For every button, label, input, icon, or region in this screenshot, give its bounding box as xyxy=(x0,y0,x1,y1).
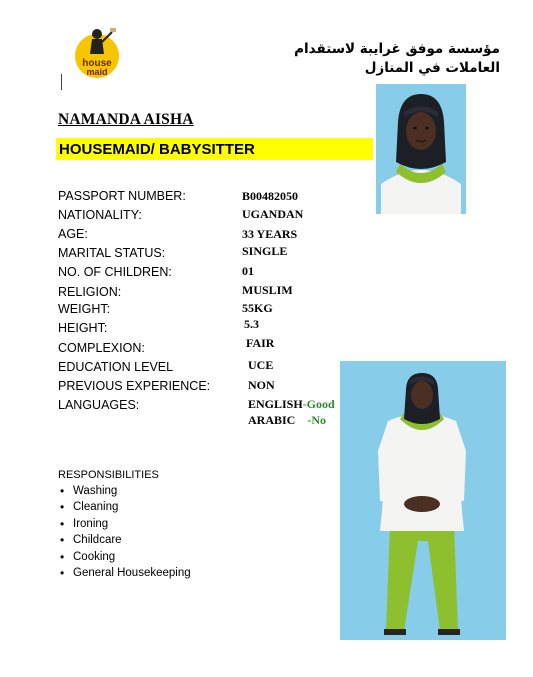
value-marital-status: SINGLE xyxy=(242,244,288,258)
value-passport-number: B00482050 xyxy=(242,189,299,203)
language-name: ENGLISH xyxy=(248,397,303,411)
list-item: • Cleaning xyxy=(58,501,191,517)
list-item: • General Housekeeping xyxy=(58,567,191,583)
list-item: • Cooking xyxy=(58,551,191,567)
label-weight: WEIGHT: xyxy=(58,302,111,316)
language-level: -Good xyxy=(302,397,335,411)
company-logo xyxy=(72,22,122,80)
value-education: UCE xyxy=(248,358,274,372)
label-languages: LANGUAGES: xyxy=(58,398,140,412)
value-height: 5.3 xyxy=(244,317,259,331)
label-marital-status: MARITAL STATUS: xyxy=(58,246,166,260)
logo-text-maid: maid xyxy=(86,67,108,77)
value-nationality: UGANDAN xyxy=(242,207,304,221)
label-age: AGE: xyxy=(58,227,88,241)
label-nationality: NATIONALITY: xyxy=(58,208,142,222)
logo-text-house: house xyxy=(82,58,112,69)
candidate-position: HOUSEMAID/ BABYSITTER xyxy=(59,141,255,158)
label-religion: RELIGION: xyxy=(58,285,122,299)
language-arabic xyxy=(248,413,326,428)
value-religion: MUSLIM xyxy=(242,283,293,297)
label-height: HEIGHT: xyxy=(58,321,108,335)
responsibilities-list xyxy=(58,485,191,583)
agency-title-arabic: مؤسسة موفق غرايبة لاستقدام العاملات في المنازل xyxy=(294,41,500,76)
value-children: 01 xyxy=(242,264,254,278)
value-complexion: FAIR xyxy=(246,336,275,350)
label-passport-number: PASSPORT NUMBER: xyxy=(58,189,186,203)
language-level: -No xyxy=(307,413,327,427)
candidate-name: NAMANDA AISHA xyxy=(58,111,194,128)
divider xyxy=(61,74,62,90)
full-body-photo xyxy=(340,361,506,640)
portrait-photo xyxy=(376,84,466,214)
list-item: • Washing xyxy=(58,485,191,501)
language-english xyxy=(248,397,335,412)
value-experience: NON xyxy=(248,378,275,392)
label-complexion: COMPLEXION: xyxy=(58,341,145,355)
language-name: ARABIC xyxy=(248,413,296,427)
label-children: NO. OF CHILDREN: xyxy=(58,265,172,279)
label-experience: PREVIOUS EXPERIENCE: xyxy=(58,379,211,393)
list-item: • Childcare xyxy=(58,534,191,550)
list-item: • Ironing xyxy=(58,518,191,534)
value-age: 33 YEARS xyxy=(242,227,298,241)
value-weight: 55KG xyxy=(242,301,273,315)
responsibilities-title: RESPONSIBILITIES xyxy=(58,469,159,481)
label-education: EDUCATION LEVEL xyxy=(58,360,174,374)
